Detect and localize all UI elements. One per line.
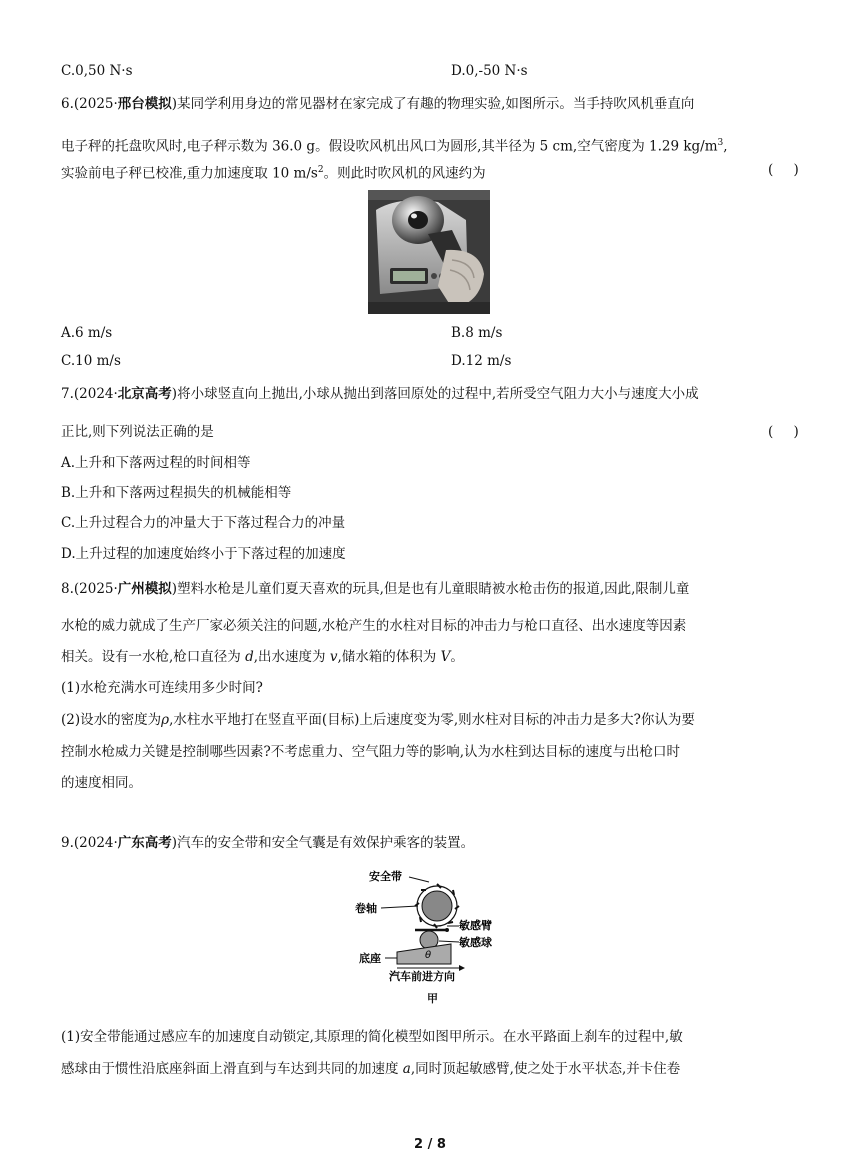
q6-number: 6.(2025· bbox=[61, 96, 118, 112]
q8-number: 8.(2025· bbox=[61, 581, 118, 597]
q9-sub1-line1: (1)安全带能通过感应车的加速度自动锁定,其原理的简化模型如图甲所示。在水平路面上刹车的过程中,敏 bbox=[61, 1029, 683, 1045]
q6-line3-text: 实验前电子秤已校准,重力加速度取 10 m/s bbox=[61, 165, 318, 182]
q8-sub2-line1 bbox=[61, 711, 695, 729]
label-base: 底座 bbox=[359, 952, 381, 965]
diagram-caption: 甲 bbox=[427, 992, 438, 1005]
label-ball: 敏感球 bbox=[459, 936, 492, 949]
q9-sub1-line2-b: ,同时顶起敏感臂,使之处于水平状态,并卡住卷 bbox=[410, 1061, 681, 1077]
q8-sub2-line2: 控制水枪威力关键是控制哪些因素?不考虑重力、空气阻力等的影响,认为水柱到达目标的速度与出枪口时 bbox=[61, 744, 681, 760]
q6-source: 邢台模拟 bbox=[117, 96, 172, 112]
q9-sub1-line2-a: 感球由于惯性沿底座斜面上滑直到与车达到共同的加速度 bbox=[61, 1061, 403, 1077]
q8-line1 bbox=[61, 580, 689, 598]
q7-option-b: B.上升和下落两过程损失的机械能相等 bbox=[61, 485, 292, 501]
q7-line1-text: )将小球竖直向上抛出,小球从抛出到落回原处的过程中,若所受空气阻力大小与速度大小成 bbox=[171, 386, 699, 402]
q6-line3-end: 。则此时吹风机的风速约为 bbox=[323, 165, 486, 182]
q8-sub2-line3: 的速度相同。 bbox=[61, 775, 142, 791]
seatbelt-diagram bbox=[355, 868, 505, 986]
q9-line1-text: )汽车的安全带和安全气囊是有效保护乘客的装置。 bbox=[171, 835, 475, 851]
label-arm: 敏感臂 bbox=[459, 919, 492, 932]
q6-line2 bbox=[61, 134, 728, 156]
q9-sub1-line2 bbox=[61, 1060, 680, 1078]
label-reel: 卷轴 bbox=[355, 902, 377, 915]
q7-line2: 正比,则下列说法正确的是 bbox=[61, 424, 214, 440]
q6-answer-paren: ( ) bbox=[768, 162, 807, 178]
q8-sub2-a: (2)设水的密度为 bbox=[61, 712, 162, 728]
q6-line3 bbox=[61, 161, 486, 183]
q7-answer-paren: ( ) bbox=[768, 424, 807, 440]
q8-line1-text: )塑料水枪是儿童们夏天喜欢的玩具,但是也有儿童眼睛被水枪击伤的报道,因此,限制儿童 bbox=[171, 581, 690, 597]
q9-number: 9.(2024· bbox=[61, 835, 118, 851]
q8-var-V: V bbox=[440, 649, 451, 665]
q6-option-c: C.10 m/s bbox=[61, 353, 121, 369]
q8-line3 bbox=[61, 648, 464, 666]
q8-line2: 水枪的威力就成了生产厂家必须关注的问题,水枪产生的水柱对目标的冲击力与枪口直径、出水速度等因素 bbox=[61, 618, 687, 634]
q5-option-c: C.0,50 N·s bbox=[61, 63, 133, 79]
q8-sub2-b: ,水柱水平地打在竖直平面(目标)上后速度变为零,则水柱对目标的冲击力是多大?你认为要 bbox=[169, 712, 695, 728]
q7-option-c: C.上升过程合力的冲量大于下落过程合力的冲量 bbox=[61, 515, 346, 531]
q9-line1 bbox=[61, 834, 474, 852]
q7-number: 7.(2024· bbox=[61, 386, 118, 402]
q8-source: 广州模拟 bbox=[117, 581, 172, 597]
q8-line3-a: 相关。设有一水枪,枪口直径为 bbox=[61, 649, 246, 665]
q6-line3-sup: 2 bbox=[317, 165, 324, 175]
q8-var-rho: ρ bbox=[161, 712, 170, 728]
q6-line2-sup: 3 bbox=[717, 138, 724, 148]
q6-line2-text: 电子秤的托盘吹风时,电子秤示数为 36.0 g。假设吹风机出风口为圆形,其半径为 5 cm,空气密度为 1.29 kg/m bbox=[61, 138, 718, 155]
q8-var-v: v bbox=[329, 649, 338, 665]
q5-option-d: D.0,-50 N·s bbox=[451, 63, 528, 79]
q9-var-a: a bbox=[402, 1061, 411, 1077]
q7-option-a: A.上升和下落两过程的时间相等 bbox=[61, 455, 251, 471]
q6-line2-end: , bbox=[723, 138, 728, 155]
reel-gear bbox=[415, 884, 459, 928]
q8-var-d: d bbox=[245, 649, 254, 665]
q6-option-d: D.12 m/s bbox=[451, 353, 512, 369]
q7-line1 bbox=[61, 385, 699, 403]
q6-option-b: B.8 m/s bbox=[451, 325, 503, 341]
q7-source: 北京高考 bbox=[117, 386, 172, 402]
q6-line1-text: )某同学利用身边的常见器材在家完成了有趣的物理实验,如图所示。当手持吹风机垂直向 bbox=[171, 96, 695, 112]
q8-line3-b: ,出水速度为 bbox=[253, 649, 330, 665]
q8-line3-c: ,储水箱的体积为 bbox=[337, 649, 441, 665]
label-belt: 安全带 bbox=[369, 870, 402, 883]
label-angle: θ bbox=[425, 950, 432, 961]
q6-option-a: A.6 m/s bbox=[61, 325, 113, 341]
label-direction: 汽车前进方向 bbox=[389, 970, 455, 983]
q7-option-d: D.上升过程的加速度始终小于下落过程的加速度 bbox=[61, 546, 346, 562]
q8-sub1: (1)水枪充满水可连续用多少时间? bbox=[61, 680, 263, 696]
q6-line1 bbox=[61, 95, 694, 113]
q9-source: 广东高考 bbox=[117, 835, 172, 851]
hair-dryer-scale-photo bbox=[368, 190, 490, 314]
q8-line3-e: 。 bbox=[450, 649, 464, 665]
page-number: 2 / 8 bbox=[414, 1137, 446, 1152]
